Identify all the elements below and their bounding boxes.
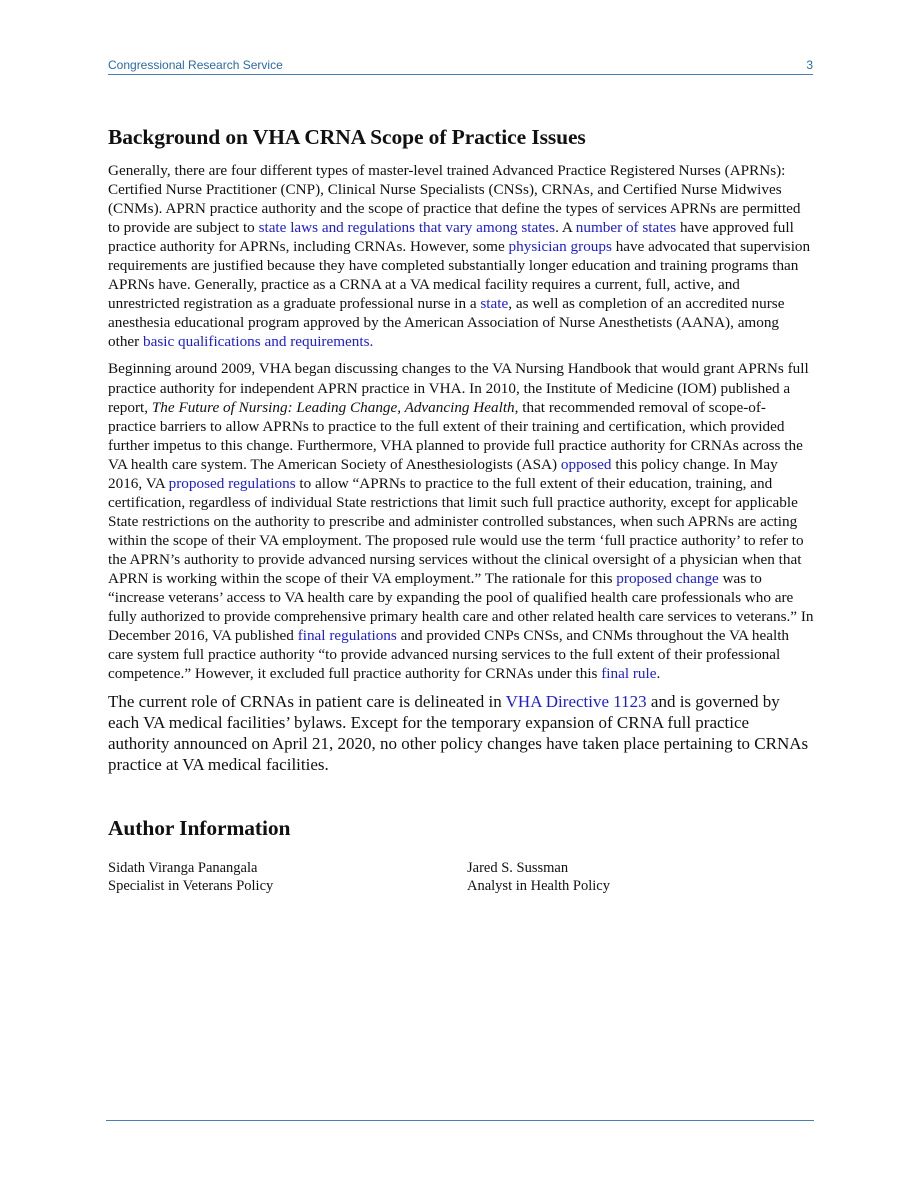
link-state[interactable]: state xyxy=(480,295,509,313)
organization-name: Congressional Research Service xyxy=(108,58,283,72)
link-proposed-regulations[interactable]: proposed regulations xyxy=(168,474,296,492)
link-opposed[interactable]: opposed xyxy=(560,455,612,473)
link-proposed-change[interactable]: proposed change xyxy=(616,569,719,587)
text-run: Beginning around 2009, VHA began discussing changes to the VA Nursing Handbook that would grant APRNs full practice authority for independent APRN practice in VHA. In 2010, the Institute of Medicine (IOM) published a report, xyxy=(108,360,809,416)
text-run: and is governed by each VA medical facilities’ bylaws. Except for the temporary expansion of CRNA full practice authority announced on April 21, 2020, no other policy changes have taken place pertaining to CRNAs practice at VA medical facilities. xyxy=(108,692,809,775)
text-run: The current role of CRNAs in patient care is delineated in xyxy=(108,692,506,712)
link-physician-groups[interactable]: physician groups xyxy=(508,238,612,256)
paragraph-policy-history xyxy=(108,359,814,683)
footer-divider xyxy=(106,1120,814,1121)
paragraph-aprn-overview xyxy=(108,161,814,351)
text-run: . xyxy=(656,665,661,683)
text-run: Generally, there are four different types of master-level trained Advanced Practice Registered Nurses (APRNs): Certified Nurse Practitioner (CNP), Clinical Nurse Specialists (CNSs), CRNAs, and Certified Nurse Midwives (CNMs). APRN practice authority and the scope of practice that define the types of services APRNs are permitted to provide are subject to xyxy=(108,162,801,237)
link-vha-directive[interactable]: VHA Directive 1123 xyxy=(505,692,647,712)
author-entry xyxy=(467,859,610,895)
section-heading-background: Background on VHA CRNA Scope of Practice Issues xyxy=(108,125,586,149)
document-body xyxy=(108,122,814,899)
page-header xyxy=(108,58,813,75)
text-run: to allow “APRNs to practice to the full extent of their education, training, and certification, regardless of individual State restrictions that limit such full practice authority, except for applicable State restrictions on the authority to prescribe and administer controlled substances, when such APRNs are acting within the scope of their VA employment. The proposed rule would use the term ‘full practice authority’ to refer to the APRN’s authority to provide advanced nursing services without the clinical oversight of a physician when that APRN is working within the scope of their VA employment.” The rationale for this xyxy=(108,474,804,587)
text-run: , as well as completion of an accredited nurse anesthesia educational program approved by the American Association of Nurse Anesthetists (AANA), among other xyxy=(108,295,785,351)
link-number-of-states[interactable]: number of states xyxy=(575,219,677,237)
section-heading-author-information: Author Information xyxy=(108,816,291,841)
text-run: and provided CNPs CNSs, and CNMs throughout the VA health care system full practice authority “to provide advanced nursing services to the full extent of their professional competence.” However, it excluded full practice authority for CRNAs under this xyxy=(108,627,790,683)
link-state-laws[interactable]: state laws and regulations that vary among states xyxy=(258,219,556,237)
author-role: Analyst in Health Policy xyxy=(467,878,610,895)
text-run: , that recommended removal of scope-of-practice barriers to allow APRNs to practice to the full extent of their training and certification, which provided further impetus to this change. Furthermore, VHA planned to provide full practice authority for CRNAs across the VA health care system. The American Society of Anesthesiologists (ASA) xyxy=(108,398,803,473)
paragraph-current-role xyxy=(108,691,814,775)
text-run: . A xyxy=(555,219,576,237)
text-run: . xyxy=(369,333,374,351)
report-title: The Future of Nursing: Leading Change, Advancing Health xyxy=(151,398,515,416)
author-entry xyxy=(108,859,273,895)
text-run: was to “increase veterans’ access to VA health care by expanding the pool of qualified health care professionals who are fully authorized to provide comprehensive primary health care and other related health care services to veterans.” In December 2016, VA published xyxy=(108,569,814,645)
link-final-regulations[interactable]: final regulations xyxy=(297,627,397,645)
page-number: 3 xyxy=(806,58,813,72)
link-basic-qualifications[interactable]: basic qualifications and requirements xyxy=(143,333,370,351)
author-name: Sidath Viranga Panangala xyxy=(108,860,258,877)
author-name: Jared S. Sussman xyxy=(467,860,569,877)
text-run: have advocated that supervision requirements are justified because they have completed substantially longer education and training programs than APRNs have. Generally, practice as a CRNA at a VA medical facility requires a current, full, active, and unrestricted registration as a graduate professional nurse in a xyxy=(108,238,811,313)
author-list xyxy=(108,859,814,899)
text-run: this policy change. In May 2016, VA xyxy=(108,455,778,492)
text-run: have approved full practice authority for APRNs, including CRNAs. However, some xyxy=(108,219,794,256)
link-final-rule[interactable]: final rule xyxy=(601,665,657,683)
author-role: Specialist in Veterans Policy xyxy=(108,878,274,895)
